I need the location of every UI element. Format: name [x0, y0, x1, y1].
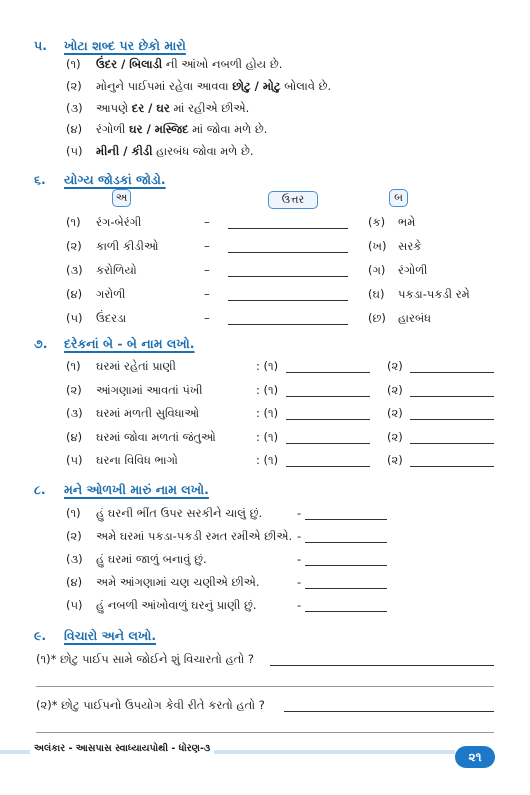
page-number: ૨૧	[455, 746, 495, 768]
section-5-heading	[34, 38, 186, 54]
answer-blank[interactable]	[305, 542, 387, 543]
match-right-item: (ગ) રંગોળી	[368, 263, 428, 277]
match-left-item: (૪) ગરોળી	[66, 287, 126, 301]
answer-label-1: : (૧)	[256, 383, 279, 397]
answer-blank[interactable]	[305, 588, 387, 589]
list-item: (૩) હું ઘરમાં જાળું બનાવું છું.	[66, 552, 207, 566]
match-left-item: (૩) કરોળિયો	[66, 263, 137, 277]
answer-line[interactable]	[36, 686, 494, 687]
list-item: (૪) રંગોળી ઘર / મસ્જિદ માં જોવા મળે છે.	[66, 122, 268, 136]
match-right-item: (ક) ભમે	[368, 215, 416, 229]
match-right-item: (ઘ) પકડા-પકડી રમે	[368, 287, 470, 301]
section-8-heading	[34, 482, 209, 498]
section-7-heading	[34, 336, 194, 352]
footer-title: અલંકાર - આસપાસ સ્વાધ્યાયપોથી - ધોરણ-૩	[30, 743, 214, 754]
answer-blank[interactable]	[286, 372, 370, 373]
section-5-title: ખોટા શબ્દ પર છેકો મારો	[64, 38, 186, 53]
answer-label-1: : (૧)	[256, 453, 279, 467]
list-item: (૪) અમે આંગણામાં ચણ ચણીએ છીએ.	[66, 575, 260, 589]
list-item: (૨) અમે ઘરમાં પકડા-પકડી રમત રમીએ છીએ.	[66, 529, 293, 543]
answer-blank[interactable]	[410, 396, 494, 397]
answer-label-2: (૨)	[387, 359, 403, 373]
match-dash: –	[204, 215, 210, 229]
answer-blank[interactable]	[410, 372, 494, 373]
footer	[0, 742, 530, 764]
answer-dash: -	[297, 506, 302, 520]
answer-blank[interactable]	[410, 443, 494, 444]
list-item: (૧) ઘરમાં રહેતાં પ્રાણી	[66, 359, 176, 373]
answer-blank[interactable]	[305, 565, 387, 566]
section-8-number: ૮.	[34, 482, 46, 497]
list-item: (૫) ઘરના વિવિધ ભાગો	[66, 453, 178, 467]
section-6-title: યોગ્ય જોડકાં જોડો.	[64, 172, 166, 187]
answer-label-1: : (૧)	[256, 406, 279, 420]
column-a-label: અ	[112, 189, 131, 207]
list-item: (૫) મીની / કીડી હારબંધ જોવા મળે છે.	[66, 144, 254, 158]
match-dash: –	[204, 287, 210, 301]
answer-blank[interactable]	[305, 611, 387, 612]
match-left-item: (૧) રંગ-બેરંગી	[66, 215, 142, 229]
answer-blank[interactable]	[286, 396, 370, 397]
match-dash: –	[204, 311, 210, 325]
answer-label-1: : (૧)	[256, 359, 279, 373]
section-7-title: દરેકનાં બે - બે નામ લખો.	[64, 336, 195, 351]
answer-blank[interactable]	[286, 443, 370, 444]
section-5-number: ૫.	[34, 38, 47, 53]
section-9-heading	[34, 628, 156, 644]
answer-label-2: (૨)	[387, 406, 403, 420]
answer-blank[interactable]	[228, 276, 348, 277]
column-b-label: બ	[389, 189, 408, 207]
answer-dash: -	[297, 575, 302, 589]
list-item: (૧) હું ઘરની ભીંત ઉપર સરકીને ચાલું છું.	[66, 506, 263, 520]
answer-column-label: ઉત્તર	[268, 191, 318, 209]
section-6-heading	[34, 172, 166, 188]
section-9-number: ૯.	[34, 628, 47, 643]
answer-label-2: (૨)	[387, 383, 403, 397]
match-dash: –	[204, 263, 210, 277]
list-item: (૪) ઘરમાં જોવા મળતાં જંતુઓ	[66, 430, 216, 444]
answer-blank[interactable]	[410, 419, 494, 420]
answer-label-2: (૨)	[387, 453, 403, 467]
answer-blank[interactable]	[305, 519, 387, 520]
answer-blank[interactable]	[228, 228, 348, 229]
answer-line[interactable]	[270, 665, 494, 666]
match-right-item: (ખ) સરકે	[368, 239, 422, 253]
list-item: (૩) ઘરમાં મળતી સુવિધાઓ	[66, 406, 200, 420]
answer-line[interactable]	[284, 711, 494, 712]
section-6-number: ૬.	[34, 172, 46, 187]
list-item: (૨) મોનુને પાઈપમાં રહેવા આવવા છોટુ / મોટુ બોલાવે છે.	[66, 79, 332, 93]
list-item: (૧) ઉંદર / બિલાડી ની આંખો નબળી હોય છે.	[66, 57, 283, 71]
answer-label-1: : (૧)	[256, 430, 279, 444]
answer-blank[interactable]	[228, 324, 348, 325]
answer-blank[interactable]	[286, 466, 370, 467]
question-2: (૨)* છોટુ પાઈપનો ઉપયોગ કેવી રીતે કરતો હતો ?	[36, 698, 265, 712]
answer-label-2: (૨)	[387, 430, 403, 444]
list-item: (૫) હું નબળી આંખોવાળું ઘરનું પ્રાણી છું.	[66, 598, 257, 612]
answer-line[interactable]	[36, 732, 494, 733]
list-item: (૩) આપણે દર / ઘર માં રહીએ છીએ.	[66, 101, 250, 115]
answer-blank[interactable]	[410, 466, 494, 467]
match-right-item: (છ) હારબંધ	[368, 311, 432, 325]
answer-blank[interactable]	[228, 300, 348, 301]
answer-blank[interactable]	[228, 252, 348, 253]
section-9-title: વિચારો અને લખો.	[64, 628, 157, 643]
answer-dash: -	[297, 529, 302, 543]
section-8-title: મને ઓળખી મારું નામ લખો.	[64, 482, 209, 497]
list-item: (૨) આંગણામાં આવતાં પંખી	[66, 383, 203, 397]
question-1: (૧)* છોટુ પાઈપ સામે જોઈને શું વિચારતો હતો ?	[36, 652, 255, 666]
answer-dash: -	[297, 598, 302, 612]
section-7-number: ૭.	[34, 336, 48, 351]
answer-blank[interactable]	[286, 419, 370, 420]
match-dash: –	[204, 239, 210, 253]
answer-dash: -	[297, 552, 302, 566]
match-left-item: (૫) ઉંદરડા	[66, 311, 127, 325]
match-left-item: (૨) કાળી કીડીઓ	[66, 239, 159, 253]
